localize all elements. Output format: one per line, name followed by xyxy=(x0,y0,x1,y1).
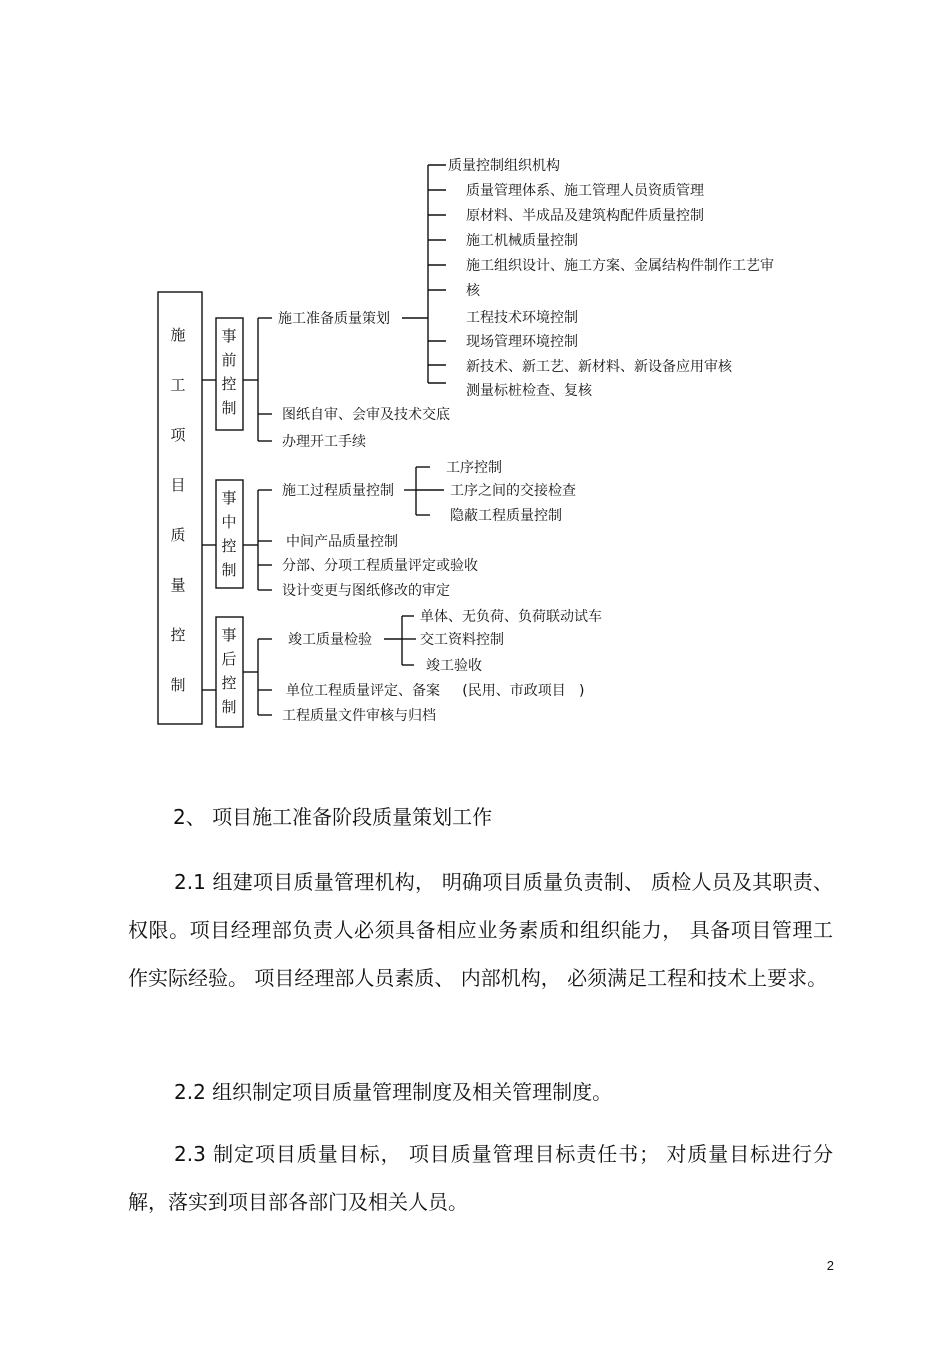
paragraph-text: 组织制定项目质量管理制度及相关管理制度。 xyxy=(212,1080,613,1104)
node-prep-sub: 施工组织设计、施工方案、金属结构件制作工艺审 xyxy=(466,258,774,274)
node-prep-sub: 工程技术环境控制 xyxy=(466,310,578,326)
node-prep-sub: 新技术、新工艺、新材料、新设备应用审核 xyxy=(466,359,732,375)
phase-label-char: 控 xyxy=(221,537,237,555)
root-label xyxy=(170,326,186,694)
node-design-change: 设计变更与图纸修改的审定 xyxy=(282,583,450,599)
node-prep-sub: 质量管理体系、施工管理人员资质管理 xyxy=(466,183,704,199)
node-drawing-review: 图纸自审、会审及技术交底 xyxy=(282,407,450,423)
paragraph-number: 2.2 xyxy=(174,1080,206,1104)
node-completion-sub: 交工资料控制 xyxy=(420,632,504,648)
phase-label-char: 控 xyxy=(221,375,237,393)
phase1-sub-ticks xyxy=(428,165,446,383)
root-label-char: 控 xyxy=(170,626,186,644)
node-start-procedures: 办理开工手续 xyxy=(282,434,366,450)
root-label-char: 目 xyxy=(170,476,186,494)
page-number: 2 xyxy=(826,1258,834,1273)
phase-label-char: 事 xyxy=(221,626,237,644)
phase-label-char: 中 xyxy=(221,513,237,531)
node-prep-sub: 质量控制组织机构 xyxy=(448,158,560,174)
root-label-char: 项 xyxy=(170,426,186,444)
phase-label-char: 制 xyxy=(221,561,237,579)
paragraph-text: 组建项目质量管理机构， 明确项目质量负责制、 质检人员及其职责、权限。项目经理部负责人必须具备相应业务素质和组织能力， 具备项目管理工作实际经验。 项目经理部人员素质、 内部机构， 必须满足工程和技术上要求。 xyxy=(128,870,834,990)
phase-label-char: 前 xyxy=(221,351,237,369)
node-process-sub: 工序控制 xyxy=(446,460,502,476)
phase-label-char: 制 xyxy=(221,399,237,417)
node-prep-sub: 施工机械质量控制 xyxy=(466,233,578,249)
root-label-char: 施 xyxy=(170,326,186,344)
phase-label-char: 控 xyxy=(221,674,237,692)
paragraph-number: 2.1 xyxy=(174,870,206,894)
node-completion-sub: 竣工验收 xyxy=(426,658,482,674)
phase-labels xyxy=(221,327,236,716)
root-box xyxy=(158,292,202,724)
paragraph-number: 2.3 xyxy=(174,1142,206,1166)
node-process-sub: 工序之间的交接检查 xyxy=(450,483,576,499)
node-document-archive: 工程质量文件审核与归档 xyxy=(282,708,436,724)
node-prep-sub: 现场管理环境控制 xyxy=(466,334,578,350)
paragraph-2-3 xyxy=(128,1130,833,1226)
node-completion-sub: 单体、无负荷、负荷联动试车 xyxy=(420,609,602,625)
phase-label-char: 后 xyxy=(221,650,237,668)
node-subdivision-evaluation: 分部、分项工程质量评定或验收 xyxy=(282,558,478,574)
section-heading: 2、 项目施工准备阶段质量策划工作 xyxy=(173,805,493,829)
node-unit-evaluation: 单位工程质量评定、备案 (民用、市政项目 ) xyxy=(286,683,585,699)
node-prep-sub: 核 xyxy=(466,283,480,299)
node-process-sub: 隐蔽工程质量控制 xyxy=(450,508,562,524)
node-prep-sub: 原材料、半成品及建筑构配件质量控制 xyxy=(466,208,704,224)
paragraph-text: 制定项目质量目标， 项目质量管理目标责任书； 对质量目标进行分解，落实到项目部各部门及相关人员。 xyxy=(128,1142,833,1214)
phase-label-char: 事 xyxy=(221,489,237,507)
root-label-char: 量 xyxy=(170,576,186,594)
root-label-char: 工 xyxy=(170,376,186,394)
root-label-char: 制 xyxy=(170,676,186,694)
node-intermediate-product: 中间产品质量控制 xyxy=(286,534,398,550)
node-prep-sub: 测量标桩检查、复核 xyxy=(466,383,592,399)
paragraph-2-1 xyxy=(128,858,833,1002)
paragraph-2-2 xyxy=(128,1068,833,1116)
node-process-control: 施工过程质量控制 xyxy=(282,483,394,499)
node-prep-planning: 施工准备质量策划 xyxy=(278,311,390,327)
node-completion-inspection: 竣工质量检验 xyxy=(288,632,372,648)
phase-label-char: 事 xyxy=(221,327,237,345)
root-label-char: 质 xyxy=(170,526,186,544)
phase-label-char: 制 xyxy=(221,698,237,716)
